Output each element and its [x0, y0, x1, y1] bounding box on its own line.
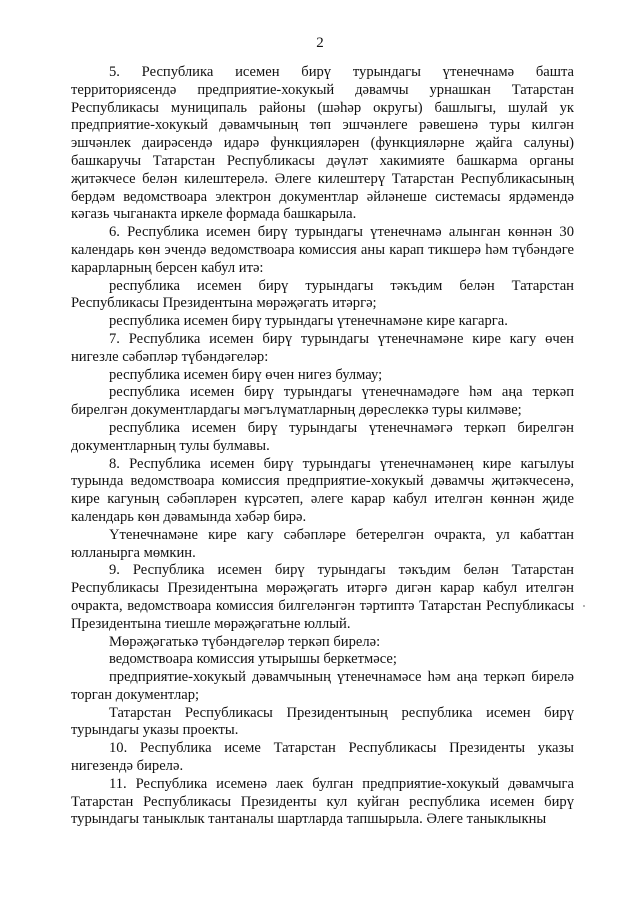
paragraph-7-reason-2: республика исемен бирү турындагы үтенечнамәдәге һәм аңа теркәп бирелгән документлардагы мәгълүматларның дөреслеккә туры килмәве; — [71, 384, 574, 419]
paragraph-7-reason-3: республика исемен бирү турындагы үтенечнамәгә теркәп бирелгән документларның тулы булмавы. — [71, 419, 574, 454]
page-number: 2 — [316, 35, 324, 51]
paragraph-8-note: Үтенечнамәне кире кагу сәбәпләре бетерелгән очракта, ул кабаттан юлланырга мөмкин. — [71, 526, 574, 561]
paragraph-9-attachment-2: предприятие-хокукый дәвамчының үтенечнамәсе һәм аңа теркәп бирелә торган документлар; — [71, 669, 574, 703]
paragraph-10: 10. Республика исеме Татарстан Республикасы Президенты указы нигезендә бирелә. — [71, 740, 574, 775]
paragraph-7-reason-1: республика исемен бирү өчен нигез булмау; — [109, 366, 383, 383]
scan-speck — [583, 605, 585, 607]
paragraph-6: 6. Республика исемен бирү турындагы үтенечнамә алынган көннән 30 календарь көн эчендә ведомствоара комиссия аны карап тикшерә һәм түбәндәге карарларның берсен кабул итә: — [71, 224, 574, 276]
paragraph-9-attachment-3: Татарстан Республикасы Президентының республика исемен бирү турындагы указы проекты. — [71, 704, 574, 739]
paragraph-9-attachment-1: ведомствоара комиссия утырышы беркетмәсе; — [109, 651, 397, 668]
paragraph-6-option-1: республика исемен бирү турындагы тәкъдим белән Татарстан Республикасы Президентына мөрәҗәгать итәргә; — [71, 277, 574, 312]
paragraph-9: 9. Республика исемен бирү турындагы тәкъдим белән Татарстан Республикасы Президентына мөрәҗәгать итәргә дигән карар кабул ителгән очракта, ведомствоара комиссия билгеләнгән тәртиптә Татарстан Республикасы Президентына тиешле мөрәҗәгатьне юллый. — [71, 562, 574, 632]
paragraph-9-attachments-intro: Мөрәҗәгатькә түбәндәгеләр теркәп бирелә: — [109, 633, 381, 650]
paragraph-8: 8. Республика исемен бирү турындагы үтенечнамәнең кире кагылуы турында ведомствоара комиссия предприятие-хокукый дәвамчы җитәкчесенә, кире кагуның сәбәпләрен күрсәтеп, әлеге карар кабул ителгән көннән җиде календарь көн дәвамында хәбәр бирә. — [71, 455, 574, 525]
document-body — [71, 64, 574, 829]
paragraph-6-option-2: республика исемен бирү турындагы үтенечнамәне кире кагарга. — [109, 313, 508, 330]
paragraph-11: 11. Республика исеменә лаек булган предприятие-хокукый дәвамчыга Татарстан Республикасы Президенты кул куйган республика исемен бирү турындагы таныклык тантаналы шартларда тапшырыла. Әлеге таныклыкны — [71, 775, 574, 828]
paragraph-5: 5. Республика исемен бирү турындагы үтенечнамә башта территориясендә предприятие-хокукый дәвамчы урнашкан Татарстан Республикасы муниципаль районы (шәһәр округы) башлыгы, шулай ук предприятие-хокукый дәвамчының төп эшчәнлеге рәвешенә туры килгән эшчәнлек даирәсендә идарә функцияләрен (функцияләрне җайга салуны) башкаручы Татарстан Республикасы дәүләт хакимияте башкарма органы җитәкчесе белән килештерелә. Әлеге килештерү Татарстан Республикасының бердәм ведомствоара электрон документлар әйләнеше системасы ярдәмендә кәгазь чыганакта иркеле формада башкарыла. — [71, 64, 574, 223]
paragraph-7: 7. Республика исемен бирү турындагы үтенечнамәне кире кагу өчен нигезле сәбәпләр түбәндәгеләр: — [71, 330, 574, 365]
